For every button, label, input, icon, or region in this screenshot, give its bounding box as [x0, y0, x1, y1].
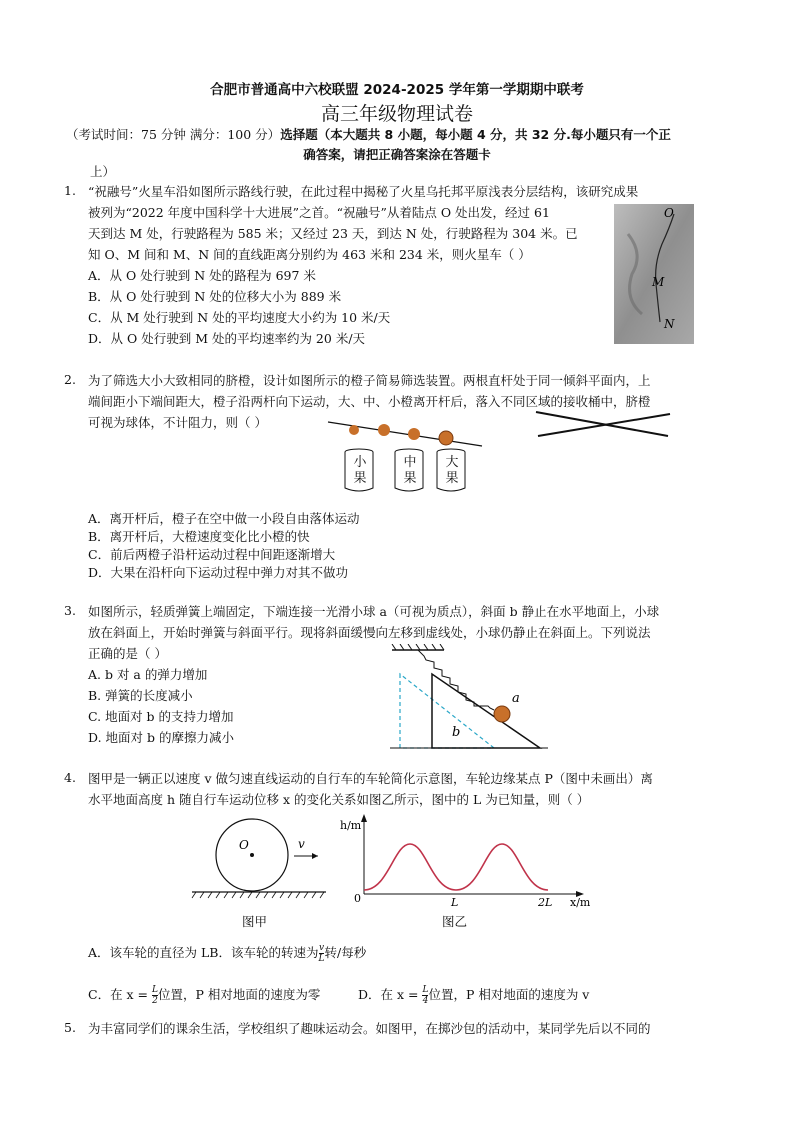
q2-option-c: C．前后两橙子沿杆运动过程中间距逐渐增大: [88, 547, 336, 562]
q1-option-a: A．从 O 处行驶到 N 处的路程为 697 米: [88, 268, 316, 283]
q4-option-d-tail: 位置，P 相对地面的速度为 v: [428, 987, 590, 1002]
exam-title: 合肥市普通高中六校联盟 2024-2025 学年第一学期期中联考: [210, 82, 584, 98]
q2-line-1: 为了筛选大小大致相同的脐橙，设计如图所示的橙子简易筛选装置。两根直杆处于同一倾斜平面内，上: [88, 373, 651, 388]
q1-line-1: “祝融号”火星车沿如图所示路线行驶，在此过程中揭秘了火星乌托邦平原浅表分层结构，该研究成果: [88, 184, 639, 199]
q3-number: 3.: [64, 603, 76, 618]
q4-option-c: [88, 984, 320, 1006]
q3-option-d: D. 地面对 b 的摩擦力减小: [88, 730, 234, 745]
q4-height-graph: [340, 812, 596, 912]
q2-line-3: 可视为球体，不计阻力，则（ ）: [88, 415, 267, 430]
q5-line-1: 为丰富同学们的课余生活，学校组织了趣味运动会。如图甲，在掷沙包的活动中，某同学先后以不同的: [88, 1021, 651, 1036]
label-b: b: [452, 725, 461, 740]
q2-line-2: 端间距小下端间距大，橙子沿两杆向下运动，大、中、小橙离开杆后，落入不同区域的接收桶中，脐橙: [88, 394, 651, 409]
label-n: N: [664, 317, 675, 331]
q1-option-d: D．从 O 处行驶到 M 处的平均速率约为 20 米/天: [88, 331, 366, 346]
q3-spring-incline-figure: [390, 644, 550, 752]
label-o: O: [239, 838, 249, 852]
q1-line-4: 知 O、M 间和 M、N 间的直线距离分别约为 463 米和 234 米，则火星车（ ）: [88, 247, 531, 262]
q4-option-c-pre: C．在 x =: [88, 987, 153, 1002]
large-orange: [439, 431, 453, 445]
frac-den: L: [318, 954, 325, 964]
bucket-small-label: 小果: [353, 455, 367, 486]
x-axis-label: x/m: [570, 896, 591, 909]
label-a: a: [512, 691, 520, 706]
q4-wheel-figure: [190, 818, 330, 900]
section-title-end: 上）: [90, 164, 116, 179]
exam-subtitle: 高三年级物理试卷: [320, 103, 473, 125]
height-curve: [364, 844, 548, 890]
q2-option-b: B．离开杆后，大橙速度变化比小橙的快: [88, 529, 310, 544]
medium-orange: [408, 428, 420, 440]
q1-option-c: C．从 M 处行驶到 N 处的平均速度大小约为 10 米/天: [88, 310, 391, 325]
label-v: v: [298, 837, 305, 851]
q2-rods-top-view: [534, 410, 674, 440]
incline-b: [432, 674, 540, 748]
bucket-large-label: 大果: [445, 455, 459, 486]
q3-option-a: A. b 对 a 的弹力增加: [88, 667, 208, 682]
frac-num: v: [318, 943, 325, 953]
q4-option-c-tail: 位置，P 相对地面的速度为零: [158, 987, 321, 1002]
mars-terrain-image: [614, 204, 694, 344]
q2-option-a: A．离开杆后，橙子在空中做一小段自由落体运动: [88, 511, 360, 526]
q5-number: 5.: [64, 1020, 76, 1035]
q3-option-b: B. 弹簧的长度减小: [88, 688, 193, 703]
q4-number: 4.: [64, 770, 76, 785]
fig-b-caption: 图乙: [442, 914, 468, 929]
q4-line-1: 图甲是一辆正以速度 v 做匀速直线运动的自行车的车轮简化示意图，车轮边缘某点 P（图中未画出）离: [88, 771, 653, 786]
label-m: M: [652, 275, 665, 289]
q4-option-ab-tail: 转/每秒: [324, 945, 367, 960]
frac-den: 2: [152, 996, 158, 1006]
small-orange: [349, 425, 359, 435]
q3-option-c: C. 地面对 b 的支持力增加: [88, 709, 234, 724]
q1-option-b: B．从 O 处行驶到 N 处的位移大小为 889 米: [88, 289, 342, 304]
q1-number: 1.: [64, 183, 76, 198]
frac-num: L: [422, 985, 429, 995]
origin-label: 0: [354, 892, 361, 905]
tick-l-label: L: [451, 896, 459, 909]
small-orange-2: [378, 424, 390, 436]
wheel-center: [250, 853, 254, 857]
spring: [418, 650, 494, 710]
frac-den: 4: [422, 996, 429, 1006]
exam-info: （考试时间：75 分钟 满分：100 分）: [66, 127, 281, 142]
q3-line-3: 正确的是（ ）: [88, 646, 167, 661]
q4-option-d: [358, 984, 589, 1006]
q4-option-ab: [88, 942, 366, 964]
bucket-medium-label: 中果: [403, 455, 417, 486]
tick-2l-label: 2L: [538, 896, 553, 909]
exam-info-line: [66, 124, 671, 145]
q3-line-2: 放在斜面上，开始时弹簧与斜面平行。现将斜面缓慢向左移到虚线处，小球仍静止在斜面上。下列说法: [88, 625, 651, 640]
q2-option-d: D．大果在沿杆向下运动过程中弹力对其不做功: [88, 565, 349, 580]
q4-line-2: 水平地面高度 h 随自行车运动位移 x 的变化关系如图乙所示，图中的 L 为已知量，则（ ）: [88, 792, 590, 807]
section-title: 选择题（本大题共 8 小题，每小题 4 分，共 32 分.每小题只有一个正: [280, 127, 671, 142]
fig-a-caption: 图甲: [242, 914, 268, 929]
label-o: O: [664, 206, 674, 220]
q1-line-3: 天到达 M 处，行驶路程为 585 米；又经过 23 天，到达 N 处，行驶路程为 304 米。已: [88, 226, 578, 241]
q1-line-2: 被列为“2022 年度中国科学十大进展”之首。“祝融号”从着陆点 O 处出发，经过 61: [88, 205, 550, 220]
q2-number: 2.: [64, 372, 76, 387]
q1-mars-route-figure: [614, 204, 694, 344]
q3-line-1: 如图所示，轻质弹簧上端固定，下端连接一光滑小球 a（可视为质点），斜面 b 静止在水平地面上，小球: [88, 604, 660, 619]
ball-a: [494, 706, 510, 722]
q4-option-d-pre: D．在 x =: [358, 987, 423, 1002]
section-title-cont: 确答案，请把正确答案涂在答题卡: [303, 147, 491, 162]
y-axis-label: h/m: [340, 819, 362, 832]
q4-option-ab-text: A．该车轮的直径为 LB．该车轮的转速为: [88, 945, 319, 960]
frac-num: L: [152, 985, 158, 995]
